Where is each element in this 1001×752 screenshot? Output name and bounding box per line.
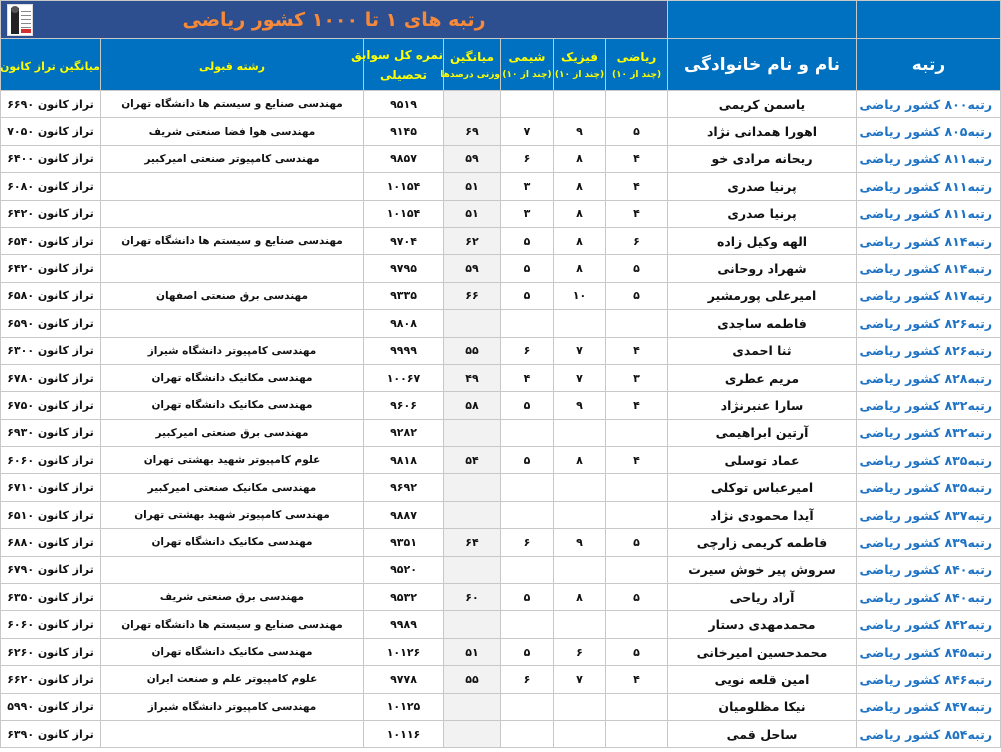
chem-cell [501,310,554,337]
taraz-cell: تراز کانون ۶۶۲۰ [1,666,101,693]
name-cell: فاطمه ساجدی [668,310,857,337]
rank-link[interactable]: رتبه۸۱۴ کشور ریاضی [857,227,1001,254]
score-cell: ۹۷۷۸ [364,666,444,693]
rank-link[interactable]: رتبه۸۱۷ کشور ریاضی [857,282,1001,309]
taraz-cell: تراز کانون ۶۷۱۰ [1,474,101,501]
name-cell: ریحانه مرادی خو [668,145,857,172]
table-row [1,310,1001,337]
field-cell [101,255,364,282]
rank-link[interactable]: رتبه۸۳۲ کشور ریاضی [857,392,1001,419]
taraz-cell: تراز کانون ۶۴۰۰ [1,145,101,172]
chem-cell: ۶ [501,145,554,172]
table-row [1,611,1001,638]
chem-cell [501,611,554,638]
score-cell: ۹۸۱۸ [364,447,444,474]
chem-cell [501,501,554,528]
field-cell: علوم کامپیوتر شهید بهشتی تهران [101,447,364,474]
header-rank: رتبه [857,39,1001,91]
phys-cell: ۹ [554,118,606,145]
rank-link[interactable]: رتبه۸۱۱ کشور ریاضی [857,200,1001,227]
avg-cell: ۶۰ [444,584,501,611]
avg-cell: ۵۹ [444,145,501,172]
chem-cell: ۶ [501,666,554,693]
score-cell: ۹۹۹۹ [364,337,444,364]
taraz-cell: تراز کانون ۶۸۸۰ [1,529,101,556]
avg-cell: ۶۶ [444,282,501,309]
score-cell: ۹۸۰۸ [364,310,444,337]
table-row [1,584,1001,611]
table-body [1,91,1001,748]
phys-cell: ۱۰ [554,282,606,309]
math-cell: ۵ [606,255,668,282]
header-phys: فیزیک (چند از ۱۰) [554,39,606,91]
chem-cell: ۵ [501,282,554,309]
phys-cell: ۹ [554,392,606,419]
math-cell: ۴ [606,666,668,693]
phys-cell: ۸ [554,584,606,611]
score-cell: ۹۱۴۵ [364,118,444,145]
math-cell [606,693,668,720]
field-cell: مهندسی مکانیک دانشگاه تهران [101,392,364,419]
avg-cell: ۵۱ [444,173,501,200]
taraz-cell: تراز کانون ۵۹۹۰ [1,693,101,720]
math-cell [606,720,668,747]
header-field: رشته قبولی [101,39,364,91]
taraz-cell: تراز کانون ۶۵۸۰ [1,282,101,309]
name-cell: پرنیا صدری [668,200,857,227]
chem-cell [501,556,554,583]
score-cell: ۹۵۳۲ [364,584,444,611]
score-cell: ۱۰۱۵۴ [364,200,444,227]
score-cell: ۹۷۰۴ [364,227,444,254]
title-spacer [668,1,857,39]
taraz-cell: تراز کانون ۶۵۹۰ [1,310,101,337]
title-spacer [857,1,1001,39]
rank-link[interactable]: رتبه۸۲۸ کشور ریاضی [857,364,1001,391]
field-cell [101,173,364,200]
chem-cell: ۵ [501,227,554,254]
score-cell: ۱۰۱۲۵ [364,693,444,720]
field-cell: مهندسی صنایع و سیستم ها دانشگاه تهران [101,91,364,118]
score-cell: ۹۸۸۷ [364,501,444,528]
field-cell: مهندسی مکانیک دانشگاه تهران [101,638,364,665]
field-cell: مهندسی صنایع و سیستم ها دانشگاه تهران [101,227,364,254]
score-cell: ۹۶۰۶ [364,392,444,419]
name-cell: امیرعباس توکلی [668,474,857,501]
avg-cell: ۵۸ [444,392,501,419]
name-cell: محمدحسین امیرخانی [668,638,857,665]
chem-cell: ۶ [501,529,554,556]
rank-link[interactable]: رتبه۸۴۵ کشور ریاضی [857,638,1001,665]
taraz-cell: تراز کانون ۶۳۰۰ [1,337,101,364]
chem-cell: ۶ [501,337,554,364]
table-row [1,91,1001,118]
phys-cell [554,556,606,583]
table-row [1,173,1001,200]
phys-cell [554,611,606,638]
header-chem: شیمی (چند از ۱۰) [501,39,554,91]
name-cell: سروش پیر خوش سیرت [668,556,857,583]
score-cell: ۱۰۱۲۶ [364,638,444,665]
chem-cell [501,720,554,747]
chem-cell: ۷ [501,118,554,145]
name-cell: عماد توسلی [668,447,857,474]
table-row [1,255,1001,282]
chem-cell [501,419,554,446]
name-cell: آیدا محمودی نژاد [668,501,857,528]
name-cell: فاطمه کریمی زارچی [668,529,857,556]
rank-link[interactable]: رتبه۸۲۶ کشور ریاضی [857,337,1001,364]
avg-cell [444,419,501,446]
taraz-cell: تراز کانون ۶۷۹۰ [1,556,101,583]
math-cell: ۴ [606,200,668,227]
header-name: نام و نام خانوادگی [668,39,857,91]
chem-cell [501,474,554,501]
name-cell: ساحل قمی [668,720,857,747]
field-cell: مهندسی کامپیوتر صنعتی امیرکبیر [101,145,364,172]
name-cell: شهراد روحانی [668,255,857,282]
chem-cell: ۵ [501,447,554,474]
field-cell: مهندسی کامپیوتر شهید بهشتی تهران [101,501,364,528]
field-cell: مهندسی صنایع و سیستم ها دانشگاه تهران [101,611,364,638]
avg-cell [444,611,501,638]
header-math: ریاضی (چند از ۱۰) [606,39,668,91]
table-row [1,720,1001,747]
rank-link[interactable]: رتبه۸۱۴ کشور ریاضی [857,255,1001,282]
phys-cell [554,91,606,118]
chem-cell: ۵ [501,255,554,282]
phys-cell: ۸ [554,255,606,282]
avg-cell: ۵۱ [444,638,501,665]
math-cell [606,91,668,118]
avg-cell [444,693,501,720]
score-cell: ۹۷۹۵ [364,255,444,282]
avg-cell: ۶۲ [444,227,501,254]
taraz-cell: تراز کانون ۶۶۹۰ [1,91,101,118]
score-cell: ۹۲۸۲ [364,419,444,446]
field-cell: مهندسی برق صنعتی شریف [101,584,364,611]
avg-cell: ۴۹ [444,364,501,391]
rank-link[interactable]: رتبه۸۱۱ کشور ریاضی [857,173,1001,200]
table-row [1,200,1001,227]
rank-link[interactable]: رتبه۸۰۵ کشور ریاضی [857,118,1001,145]
rank-link[interactable]: رتبه۸۰۰ کشور ریاضی [857,91,1001,118]
phys-cell: ۷ [554,666,606,693]
field-cell [101,720,364,747]
name-cell: سارا عنبرنژاد [668,392,857,419]
name-cell: آراد ریاحی [668,584,857,611]
math-cell [606,556,668,583]
taraz-cell: تراز کانون ۶۰۶۰ [1,611,101,638]
table-row [1,474,1001,501]
title-row [1,1,1001,39]
table-row [1,145,1001,172]
avg-cell: ۵۵ [444,666,501,693]
field-cell [101,200,364,227]
score-cell: ۹۳۵۱ [364,529,444,556]
score-cell: ۱۰۱۱۶ [364,720,444,747]
score-cell: ۱۰۰۶۷ [364,364,444,391]
chem-cell [501,693,554,720]
phys-cell: ۸ [554,200,606,227]
score-cell: ۹۶۹۲ [364,474,444,501]
table-row [1,337,1001,364]
page-title: رتبه های ۱ تا ۱۰۰۰ کشور ریاضی [182,8,486,31]
avg-cell [444,720,501,747]
taraz-cell: تراز کانون ۶۴۲۰ [1,255,101,282]
avg-cell: ۵۹ [444,255,501,282]
table-row [1,392,1001,419]
rank-link[interactable]: رتبه۸۳۲ کشور ریاضی [857,419,1001,446]
taraz-cell: تراز کانون ۶۹۳۰ [1,419,101,446]
math-cell: ۴ [606,173,668,200]
table-row [1,118,1001,145]
phys-cell: ۷ [554,337,606,364]
avg-cell: ۵۴ [444,447,501,474]
header-row [1,39,1001,91]
name-cell: ثنا احمدی [668,337,857,364]
taraz-cell: تراز کانون ۶۳۵۰ [1,584,101,611]
rank-link[interactable]: رتبه۸۴۰ کشور ریاضی [857,556,1001,583]
rank-link[interactable]: رتبه۸۴۷ کشور ریاضی [857,693,1001,720]
rank-link[interactable]: رتبه۸۳۵ کشور ریاضی [857,447,1001,474]
avg-cell [444,474,501,501]
math-cell: ۵ [606,529,668,556]
math-cell: ۴ [606,392,668,419]
name-cell: محمدمهدی دستار [668,611,857,638]
taraz-cell: تراز کانون ۶۰۶۰ [1,447,101,474]
chem-cell: ۳ [501,173,554,200]
rank-link[interactable]: رتبه۸۵۴ کشور ریاضی [857,720,1001,747]
taraz-cell: تراز کانون ۷۰۵۰ [1,118,101,145]
taraz-cell: تراز کانون ۶۷۵۰ [1,392,101,419]
phys-cell: ۸ [554,173,606,200]
header-avg: میانگین وزنی درصدها [444,39,501,91]
table-row [1,693,1001,720]
table-row [1,501,1001,528]
math-cell: ۵ [606,584,668,611]
name-cell: نیکا مظلومیان [668,693,857,720]
chem-cell [501,91,554,118]
math-cell: ۵ [606,638,668,665]
table-row [1,638,1001,665]
rank-link[interactable]: رتبه۸۳۵ کشور ریاضی [857,474,1001,501]
chem-cell: ۴ [501,364,554,391]
phys-cell [554,474,606,501]
math-cell: ۵ [606,118,668,145]
field-cell: مهندسی کامپیوتر دانشگاه شیراز [101,693,364,720]
avg-cell: ۵۱ [444,200,501,227]
phys-cell: ۸ [554,447,606,474]
table-row [1,419,1001,446]
avg-cell: ۵۵ [444,337,501,364]
rank-link[interactable]: رتبه۸۲۶ کشور ریاضی [857,310,1001,337]
name-cell: الهه وکیل زاده [668,227,857,254]
table-row [1,556,1001,583]
field-cell [101,556,364,583]
name-cell: آرتین ابراهیمی [668,419,857,446]
score-cell: ۹۳۳۵ [364,282,444,309]
field-cell: مهندسی برق صنعتی امیرکبیر [101,419,364,446]
table-row [1,447,1001,474]
field-cell: مهندسی مکانیک دانشگاه تهران [101,364,364,391]
rank-link[interactable]: رتبه۸۳۹ کشور ریاضی [857,529,1001,556]
taraz-cell: تراز کانون ۶۴۲۰ [1,200,101,227]
chem-cell: ۳ [501,200,554,227]
score-cell: ۱۰۱۵۴ [364,173,444,200]
score-cell: ۹۵۲۰ [364,556,444,583]
header-score: نمره کل سوابق تحصیلی [364,39,444,91]
taraz-cell: تراز کانون ۶۵۴۰ [1,227,101,254]
taraz-cell: تراز کانون ۶۵۱۰ [1,501,101,528]
rank-link[interactable]: رتبه۸۴۰ کشور ریاضی [857,584,1001,611]
chem-cell: ۵ [501,584,554,611]
field-cell: مهندسی کامپیوتر دانشگاه شیراز [101,337,364,364]
phys-cell [554,720,606,747]
math-cell [606,474,668,501]
logo-icon [7,4,33,36]
phys-cell: ۸ [554,227,606,254]
name-cell: اهورا همدانی نژاد [668,118,857,145]
phys-cell [554,310,606,337]
avg-cell: ۶۹ [444,118,501,145]
rank-link[interactable]: رتبه۸۳۷ کشور ریاضی [857,501,1001,528]
avg-cell [444,501,501,528]
header-taraz: میانگین تراز کانون [1,39,101,91]
taraz-cell: تراز کانون ۶۷۸۰ [1,364,101,391]
table-row [1,227,1001,254]
phys-cell: ۹ [554,529,606,556]
title-banner [1,1,668,39]
math-cell: ۴ [606,447,668,474]
phys-cell: ۸ [554,145,606,172]
name-cell: امیرعلی پورمشیر [668,282,857,309]
rank-link[interactable]: رتبه۸۴۶ کشور ریاضی [857,666,1001,693]
field-cell: مهندسی برق صنعتی اصفهان [101,282,364,309]
field-cell: علوم کامپیوتر علم و صنعت ایران [101,666,364,693]
math-cell [606,501,668,528]
math-cell: ۵ [606,282,668,309]
phys-cell: ۶ [554,638,606,665]
avg-cell: ۶۴ [444,529,501,556]
name-cell: پرنیا صدری [668,173,857,200]
math-cell: ۳ [606,364,668,391]
phys-cell [554,693,606,720]
score-cell: ۹۸۵۷ [364,145,444,172]
field-cell: مهندسی مکانیک دانشگاه تهران [101,529,364,556]
field-cell: مهندسی هوا فضا صنعتی شریف [101,118,364,145]
taraz-cell: تراز کانون ۶۲۶۰ [1,638,101,665]
math-cell: ۴ [606,337,668,364]
rank-link[interactable]: رتبه۸۱۱ کشور ریاضی [857,145,1001,172]
table-row [1,282,1001,309]
math-cell: ۶ [606,227,668,254]
table-row [1,666,1001,693]
avg-cell [444,310,501,337]
field-cell [101,310,364,337]
math-cell [606,310,668,337]
chem-cell: ۵ [501,638,554,665]
name-cell: امین قلعه نویی [668,666,857,693]
rank-link[interactable]: رتبه۸۴۲ کشور ریاضی [857,611,1001,638]
chem-cell: ۵ [501,392,554,419]
name-cell: مریم عطری [668,364,857,391]
table-row [1,364,1001,391]
taraz-cell: تراز کانون ۶۳۹۰ [1,720,101,747]
avg-cell [444,91,501,118]
table-row [1,529,1001,556]
phys-cell: ۷ [554,364,606,391]
name-cell: یاسمن کریمی [668,91,857,118]
math-cell: ۴ [606,145,668,172]
math-cell [606,611,668,638]
field-cell: مهندسی مکانیک صنعتی امیرکبیر [101,474,364,501]
math-cell [606,419,668,446]
phys-cell [554,501,606,528]
avg-cell [444,556,501,583]
score-cell: ۹۵۱۹ [364,91,444,118]
taraz-cell: تراز کانون ۶۰۸۰ [1,173,101,200]
phys-cell [554,419,606,446]
score-cell: ۹۹۸۹ [364,611,444,638]
